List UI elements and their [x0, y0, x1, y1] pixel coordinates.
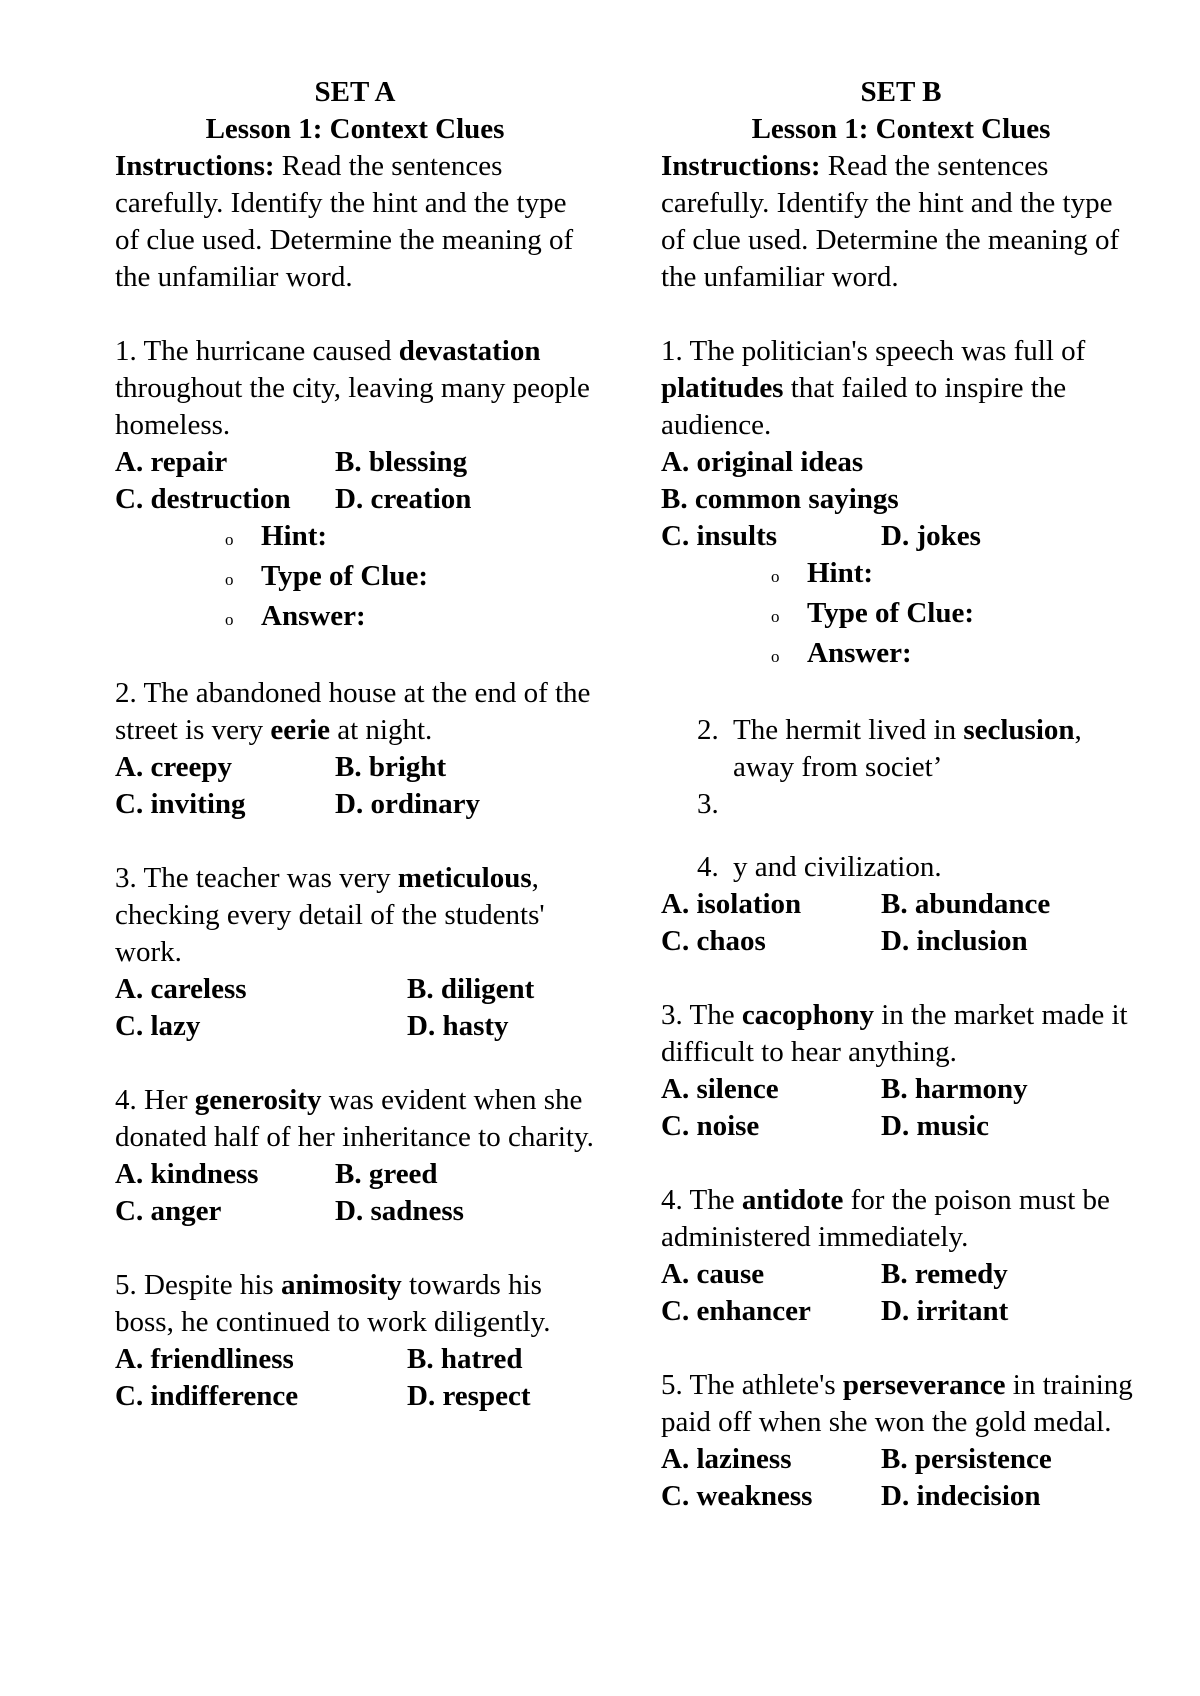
option-b: B. persistence [881, 1443, 1052, 1475]
option-d: D. jokes [881, 520, 981, 552]
target-word: antidote [741, 1184, 844, 1216]
option-b: B. common sayings [661, 483, 899, 515]
options-row [661, 481, 1141, 518]
option-b: B. remedy [881, 1258, 1008, 1290]
option-a: A. friendliness [115, 1343, 294, 1375]
target-word: meticulous [397, 862, 532, 894]
list-number: 4. y and civilization. [697, 851, 942, 883]
option-a: A. isolation [661, 888, 802, 920]
bullet-icon: o [225, 530, 234, 549]
set-a-instructions [115, 148, 595, 296]
options-row [115, 786, 595, 823]
set-a-question-1: 1. The hurricane caused devastation throughout the city, leaving many people homeless. [115, 335, 590, 441]
list-number: 3. [697, 788, 719, 820]
bullet-icon: o [225, 610, 234, 629]
options-row [115, 749, 595, 786]
option-d: D. respect [407, 1380, 531, 1412]
set-b-question-5: 5. The athlete's perseverance in training paid off when she won the gold medal. [661, 1369, 1133, 1438]
answer-label: Answer: [261, 600, 366, 632]
hint-label: Hint: [261, 520, 328, 552]
options-row [115, 1378, 595, 1415]
option-a: A. cause [661, 1258, 765, 1290]
type-of-clue-label: Type of Clue: [261, 560, 429, 592]
options-row [661, 1293, 1141, 1330]
options-row [661, 1478, 1141, 1515]
option-b: B. hatred [407, 1343, 523, 1375]
option-d: D. creation [335, 483, 472, 515]
set-b-question-3: 3. The cacophony in the market made it difficult to hear anything. [661, 999, 1128, 1068]
instructions-label: Instructions: [661, 150, 821, 182]
option-d: D. inclusion [881, 925, 1028, 957]
option-b: B. bright [335, 751, 447, 783]
set-a-q1-answer-fields [225, 518, 595, 638]
options-row [661, 886, 1141, 923]
options-row [661, 518, 1141, 555]
options-row [661, 1256, 1141, 1293]
option-d: D. ordinary [335, 788, 480, 820]
option-c: C. anger [115, 1195, 222, 1227]
instructions-text: Read the sentences carefully. Identify the hint and the type of clue used. Determine the meaning of the unfamiliar word. [661, 150, 1120, 293]
options-row [115, 1156, 595, 1193]
target-word: devastation [398, 335, 541, 367]
set-a-lesson-title: Lesson 1: Context Clues [205, 113, 505, 145]
set-a-question-3: 3. The teacher was very meticulous, checking every detail of the students' work. [115, 862, 545, 968]
options-row [661, 444, 1141, 481]
set-b-q1-answer-fields [771, 555, 1141, 675]
option-c: C. weakness [661, 1480, 813, 1512]
bullet-icon: o [771, 647, 780, 666]
options-row [661, 1108, 1141, 1145]
option-c: C. insults [661, 520, 778, 552]
options-row [661, 923, 1141, 960]
target-word: cacophony [741, 999, 874, 1031]
option-d: D. irritant [881, 1295, 1009, 1327]
target-word: eerie [270, 714, 330, 746]
set-a-question-5: 5. Despite his animosity towards his boss, he continued to work diligently. [115, 1269, 551, 1338]
option-c: C. noise [661, 1110, 760, 1142]
option-b: B. diligent [407, 973, 535, 1005]
options-row [115, 1193, 595, 1230]
bullet-icon: o [225, 570, 234, 589]
option-a: A. repair [115, 446, 228, 478]
options-row [115, 971, 595, 1008]
option-c: C. destruction [115, 483, 291, 515]
instructions-text: Read the sentences carefully. Identify the hint and the type of clue used. Determine the meaning of the unfamiliar word. [115, 150, 574, 293]
target-word: perseverance [842, 1369, 1006, 1401]
option-c: C. enhancer [661, 1295, 811, 1327]
option-b: B. harmony [881, 1073, 1028, 1105]
option-c: C. chaos [661, 925, 766, 957]
answer-label: Answer: [807, 637, 912, 669]
set-b-instructions [661, 148, 1141, 296]
option-d: D. sadness [335, 1195, 464, 1227]
option-a: A. kindness [115, 1158, 259, 1190]
set-b-column [661, 74, 1141, 1515]
options-row [115, 1008, 595, 1045]
set-b-question-1: 1. The politician's speech was full of platitudes that failed to inspire the audience. [661, 335, 1086, 441]
set-b-title: SET B [860, 76, 942, 108]
target-word: animosity [280, 1269, 402, 1301]
target-word: generosity [194, 1084, 322, 1116]
instructions-label: Instructions: [115, 150, 275, 182]
set-b-lesson-title: Lesson 1: Context Clues [751, 113, 1051, 145]
set-a-column [115, 74, 595, 1415]
option-a: A. laziness [661, 1443, 792, 1475]
bullet-icon: o [771, 567, 780, 586]
set-a-question-4: 4. Her generosity was evident when she donated half of her inheritance to charity. [115, 1084, 594, 1153]
options-row [115, 444, 595, 481]
option-b: B. blessing [335, 446, 468, 478]
option-a: A. careless [115, 973, 247, 1005]
option-c: C. indifference [115, 1380, 299, 1412]
option-d: D. hasty [407, 1010, 509, 1042]
set-b-question-2: 2. The hermit lived in seclusion, away from societ’ [697, 714, 1082, 783]
option-b: B. abundance [881, 888, 1051, 920]
type-of-clue-label: Type of Clue: [807, 597, 975, 629]
options-row [661, 1441, 1141, 1478]
options-row [115, 1341, 595, 1378]
options-row [115, 481, 595, 518]
option-c: C. inviting [115, 788, 246, 820]
option-d: D. music [881, 1110, 989, 1142]
target-word: platitudes [661, 372, 784, 404]
hint-label: Hint: [807, 557, 874, 589]
option-a: A. silence [661, 1073, 779, 1105]
option-a: A. creepy [115, 751, 233, 783]
options-row [661, 1071, 1141, 1108]
bullet-icon: o [771, 607, 780, 626]
option-a: A. original ideas [661, 446, 864, 478]
option-b: B. greed [335, 1158, 438, 1190]
option-c: C. lazy [115, 1010, 201, 1042]
set-a-question-2: 2. The abandoned house at the end of the street is very eerie at night. [115, 677, 591, 746]
set-b-question-4: 4. The antidote for the poison must be administered immediately. [661, 1184, 1110, 1253]
option-d: D. indecision [881, 1480, 1041, 1512]
target-word: seclusion [963, 714, 1075, 746]
set-a-title: SET A [314, 76, 396, 108]
